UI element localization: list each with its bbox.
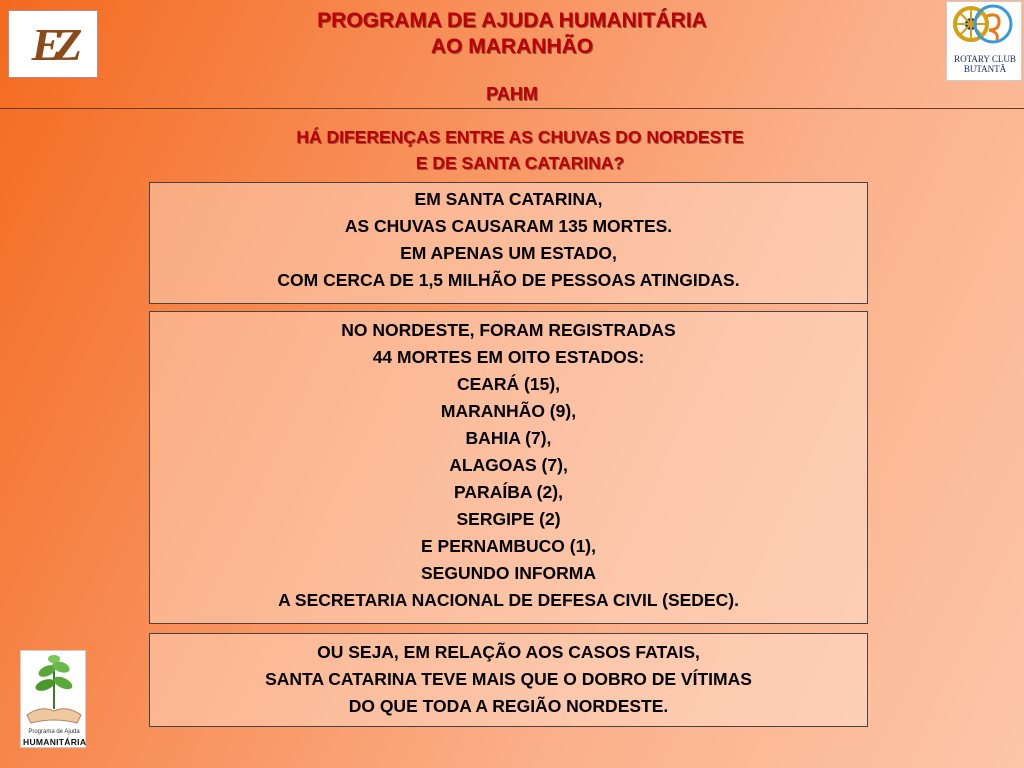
box-line: PARAÍBA (2),: [454, 482, 563, 502]
pahm-logo-title: HUMANITÁRIA: [23, 737, 87, 747]
rotary-logo-line1: ROTARY CLUB: [954, 54, 1016, 64]
box-line: ALAGOAS (7),: [449, 455, 568, 475]
box-line: DO QUE TODA A REGIÃO NORDESTE.: [348, 696, 669, 716]
box-line: 44 MORTES EM OITO ESTADOS:: [372, 347, 645, 367]
header-divider: [0, 108, 1024, 109]
conclusion-box: [149, 633, 868, 727]
box-line: OU SEJA, EM RELAÇÃO AOS CASOS FATAIS,: [317, 642, 700, 662]
box-line: SERGIPE (2): [456, 509, 561, 529]
page-subtitle: PAHM: [486, 84, 538, 104]
box-line: SANTA CATARINA TEVE MAIS QUE O DOBRO DE VÍTIMAS: [265, 669, 752, 689]
box-line: CEARÁ (15),: [456, 374, 561, 394]
box-line: AS CHUVAS CAUSARAM 135 MORTES.: [344, 216, 673, 236]
box-line: EM SANTA CATARINA,: [414, 189, 603, 209]
page-title-line2: AO MARANHÃO: [430, 35, 594, 58]
pahm-logo-caption: Programa de Ajuda: [28, 729, 80, 735]
question-heading: [150, 124, 890, 176]
box-line: SEGUNDO INFORMA: [421, 563, 596, 583]
box-line: E PERNAMBUCO (1),: [420, 536, 596, 556]
page-title-line1: PROGRAMA DE AJUDA HUMANITÁRIA: [317, 9, 707, 32]
rotary-club-logo: [946, 1, 1022, 81]
ez-logo-text: EZ: [31, 18, 75, 70]
rotary-logo-line2: BUTANTÃ: [963, 64, 1007, 74]
question-line1: HÁ DIFERENÇAS ENTRE AS CHUVAS DO NORDESTE: [296, 127, 744, 147]
plant-hands-icon: [21, 651, 87, 729]
page-title: [200, 8, 824, 60]
pahm-logo: [20, 650, 86, 748]
nordeste-box: [149, 311, 868, 624]
santa-catarina-box: [149, 182, 868, 304]
box-line: A SECRETARIA NACIONAL DE DEFESA CIVIL (SEDEC).: [278, 590, 739, 610]
box-line: NO NORDESTE, FORAM REGISTRADAS: [341, 320, 676, 340]
box-line: COM CERCA DE 1,5 MILHÃO DE PESSOAS ATINGIDAS.: [277, 270, 740, 290]
box-line: EM APENAS UM ESTADO,: [400, 243, 617, 263]
rotary-wheel-icon: [947, 2, 1023, 54]
box-line: BAHIA (7),: [465, 428, 552, 448]
question-line2: E DE SANTA CATARINA?: [415, 153, 625, 173]
ez-logo: [8, 10, 98, 78]
rotary-logo-text: [947, 54, 1023, 74]
box-line: MARANHÃO (9),: [440, 401, 577, 421]
